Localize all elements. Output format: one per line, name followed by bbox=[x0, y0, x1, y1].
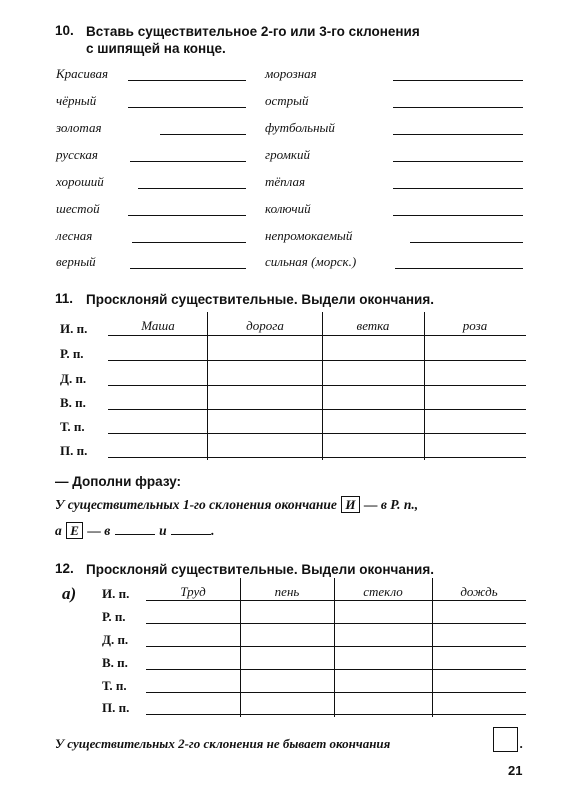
t12-case-5: Т. п. bbox=[102, 678, 127, 693]
t11-case-1: И. п. bbox=[60, 321, 88, 336]
right-word-6: колючий bbox=[265, 201, 311, 216]
t11-header-4: роза bbox=[462, 318, 488, 333]
t12-header-4: дождь bbox=[460, 584, 498, 599]
right-word-4: громкий bbox=[265, 147, 310, 162]
missing-ending-box[interactable] bbox=[493, 727, 518, 752]
t12-col-line-1 bbox=[240, 578, 241, 717]
t11-case-5: Т. п. bbox=[60, 419, 85, 434]
t11-row-line-2[interactable] bbox=[108, 360, 526, 361]
supplement-line2-mid: — в bbox=[87, 523, 111, 538]
blank-case-1[interactable] bbox=[115, 534, 155, 535]
t11-row-line-3[interactable] bbox=[108, 385, 526, 386]
t12-header-2: пень bbox=[274, 584, 300, 599]
t11-header-2: дорога bbox=[246, 318, 284, 333]
task11-number: 11. bbox=[55, 291, 74, 306]
t12-case-1: И. п. bbox=[102, 586, 130, 601]
t11-row-line-5[interactable] bbox=[108, 433, 526, 434]
supplement-line2 bbox=[55, 522, 215, 540]
supplement-line2-end: . bbox=[211, 523, 215, 538]
left-word-8: верный bbox=[56, 254, 96, 269]
task10-title-line2: с шипящей на конце. bbox=[86, 41, 226, 56]
left-word-1: Красивая bbox=[56, 66, 108, 81]
blank-case-2[interactable] bbox=[171, 534, 211, 535]
supplement-line2-prefix: а bbox=[55, 523, 62, 538]
task12-bottom-text: У существительных 2-го склонения не бывает окончания bbox=[55, 736, 391, 751]
t12-row-line-3[interactable] bbox=[146, 646, 526, 647]
page-number: 21 bbox=[508, 763, 523, 778]
right-word-1: морозная bbox=[265, 66, 317, 81]
right-word-2: острый bbox=[265, 93, 309, 108]
t12-case-2: Р. п. bbox=[102, 609, 126, 624]
supplement-line1-end: — в Р. п., bbox=[363, 497, 419, 512]
blank-right-1[interactable] bbox=[393, 80, 523, 81]
task10-title-line1: Вставь существительное 2-го или 3-го склонения bbox=[86, 24, 420, 39]
t11-row-line-1 bbox=[108, 335, 526, 336]
t11-col-line-2 bbox=[322, 312, 323, 460]
t11-case-6: П. п. bbox=[60, 443, 88, 458]
left-word-7: лесная bbox=[56, 228, 93, 243]
task12-sub-label: а) bbox=[62, 584, 77, 603]
t11-row-line-4[interactable] bbox=[108, 409, 526, 410]
right-word-5: тёплая bbox=[265, 174, 306, 189]
t12-case-4: В. п. bbox=[102, 655, 128, 670]
blank-left-4[interactable] bbox=[130, 161, 246, 162]
t12-header-3: стекло bbox=[363, 584, 403, 599]
blank-right-4[interactable] bbox=[393, 161, 523, 162]
right-word-8: сильная (морск.) bbox=[265, 254, 357, 269]
t11-header-1: Маша bbox=[141, 318, 175, 333]
ending-box-e: Е bbox=[66, 522, 83, 539]
left-word-3: золотая bbox=[56, 120, 102, 135]
supplement-line2-and: и bbox=[159, 523, 167, 538]
blank-right-8[interactable] bbox=[395, 268, 523, 269]
left-word-2: чёрный bbox=[56, 93, 97, 108]
blank-left-8[interactable] bbox=[130, 268, 246, 269]
task11-title: Просклоняй существительные. Выдели окончания. bbox=[86, 292, 434, 307]
t12-col-line-2 bbox=[334, 578, 335, 717]
blank-right-7[interactable] bbox=[410, 242, 523, 243]
t12-case-6: П. п. bbox=[102, 700, 130, 715]
task10-number: 10. bbox=[55, 23, 74, 38]
t12-header-1: Труд bbox=[180, 584, 206, 599]
task12-number: 12. bbox=[55, 561, 74, 576]
left-word-5: хороший bbox=[56, 174, 104, 189]
task12-bottom-end: . bbox=[520, 736, 524, 751]
ending-box-i: И bbox=[341, 496, 359, 513]
t12-row-line-4[interactable] bbox=[146, 669, 526, 670]
supplement-line1 bbox=[55, 496, 418, 514]
right-word-3: футбольный bbox=[265, 120, 335, 135]
blank-left-2[interactable] bbox=[128, 107, 246, 108]
t11-row-line-6[interactable] bbox=[108, 457, 526, 458]
left-word-6: шестой bbox=[56, 201, 100, 216]
t12-col-line-3 bbox=[432, 578, 433, 717]
blank-left-5[interactable] bbox=[138, 188, 246, 189]
t11-col-line-3 bbox=[424, 312, 425, 460]
supplement-title: — Дополни фразу: bbox=[55, 474, 182, 489]
blank-left-3[interactable] bbox=[160, 134, 246, 135]
blank-left-7[interactable] bbox=[132, 242, 246, 243]
t11-case-3: Д. п. bbox=[60, 371, 87, 386]
blank-right-3[interactable] bbox=[393, 134, 523, 135]
t11-col-line-1 bbox=[207, 312, 208, 460]
blank-right-5[interactable] bbox=[393, 188, 523, 189]
t11-case-2: Р. п. bbox=[60, 346, 84, 361]
right-word-7: непромокаемый bbox=[265, 228, 353, 243]
left-word-4: русская bbox=[56, 147, 98, 162]
supplement-line1-text: У существительных 1-го склонения окончание bbox=[55, 497, 337, 512]
t12-row-line-2[interactable] bbox=[146, 623, 526, 624]
t11-header-3: ветка bbox=[356, 318, 390, 333]
t12-row-line-5[interactable] bbox=[146, 692, 526, 693]
blank-left-1[interactable] bbox=[128, 80, 246, 81]
t11-case-4: В. п. bbox=[60, 395, 86, 410]
t12-row-line-6[interactable] bbox=[146, 714, 526, 715]
blank-right-6[interactable] bbox=[393, 215, 523, 216]
blank-right-2[interactable] bbox=[393, 107, 523, 108]
t12-row-line-1 bbox=[146, 600, 526, 601]
blank-left-6[interactable] bbox=[128, 215, 246, 216]
t12-case-3: Д. п. bbox=[102, 632, 129, 647]
task12-title: Просклоняй существительные. Выдели окончания. bbox=[86, 562, 434, 577]
